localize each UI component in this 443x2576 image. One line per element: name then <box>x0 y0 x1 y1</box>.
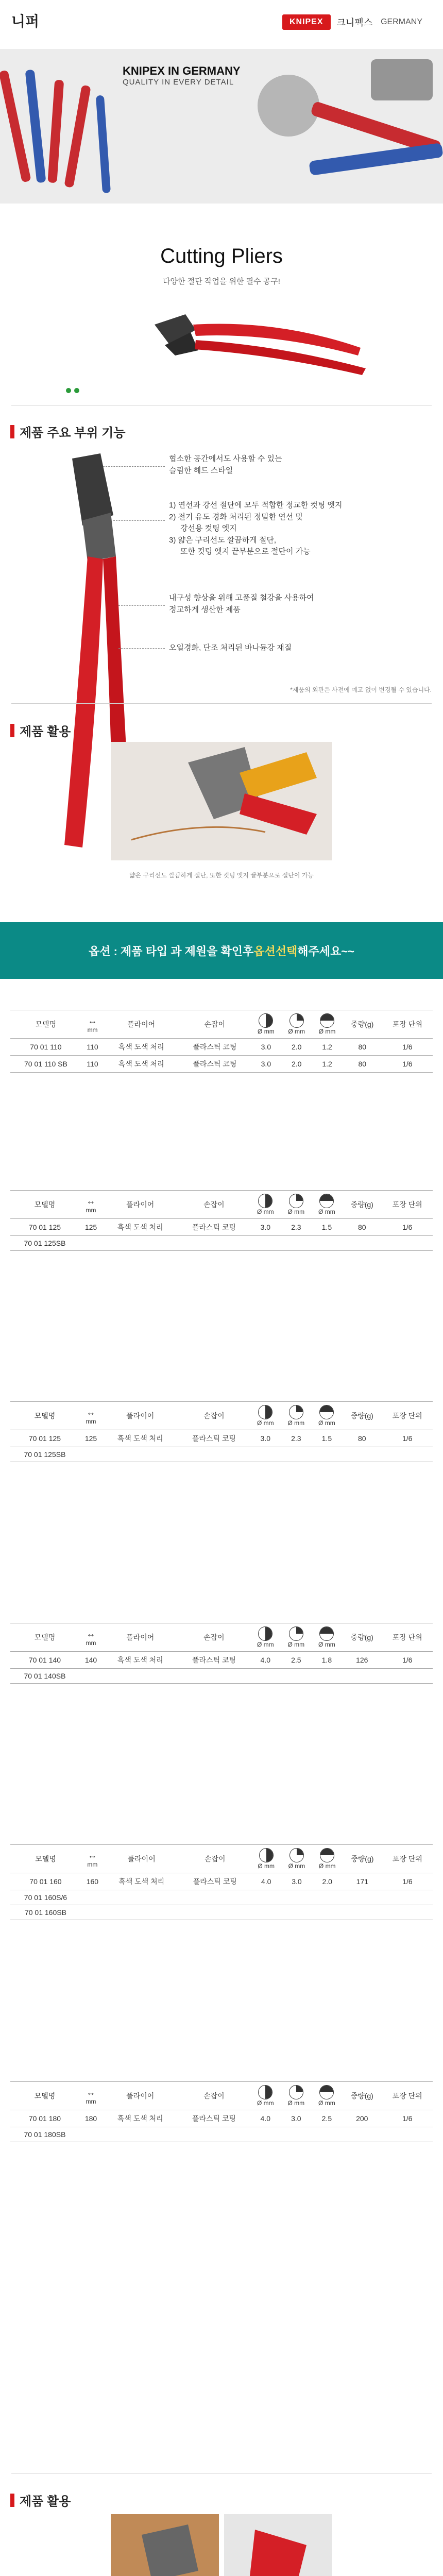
table-row <box>10 2110 433 2127</box>
cell-d1: 4.0 <box>250 1652 281 1669</box>
cell-weight <box>343 1890 382 1905</box>
hero-banner <box>0 49 443 204</box>
pointer-line <box>118 648 165 649</box>
header-pack: 포장 단위 <box>382 1845 433 1873</box>
cell-model: 70 01 160 <box>10 1873 81 1890</box>
cell-length: 160 <box>81 1873 104 1890</box>
spec-table <box>10 1401 433 1462</box>
cell-length: 125 <box>79 1430 103 1447</box>
header-d2: Ø mm <box>281 1845 312 1873</box>
cell-handle <box>178 2127 250 2142</box>
soft-wire-icon <box>259 1013 273 1028</box>
cell-pack <box>382 2127 433 2142</box>
options-suffix: 해주세요~~ <box>297 944 354 958</box>
cell-length <box>81 1905 104 1920</box>
header-plier: 플라이어 <box>103 1623 178 1652</box>
table-row <box>10 2127 433 2142</box>
cell-d2 <box>281 1669 312 1684</box>
product-image <box>62 289 371 381</box>
cell-pack <box>382 1669 433 1684</box>
cell-d1 <box>250 1669 281 1684</box>
header-d2: Ø mm <box>281 1191 312 1219</box>
medium-wire-icon <box>289 1013 304 1028</box>
usage2-heading-label: 제품 활용 <box>20 2495 71 2509</box>
table-row <box>10 1873 433 1890</box>
table-row <box>10 1890 433 1905</box>
page-header <box>0 0 443 49</box>
heading-bar <box>10 2494 14 2507</box>
cell-plier: 흑색 도색 처리 <box>103 1430 178 1447</box>
usage2-heading <box>10 2491 71 2509</box>
cell-d3: 1.5 <box>312 1219 343 1236</box>
cell-d3: 1.5 <box>312 1430 343 1447</box>
cell-d1 <box>250 1236 281 1251</box>
length-arrow-icon: ↔ <box>86 1628 96 1639</box>
cell-weight: 80 <box>342 1430 382 1447</box>
cell-plier: 흑색 도색 처리 <box>103 1652 178 1669</box>
cell-plier: 흑색 도색 처리 <box>103 1219 178 1236</box>
cell-plier <box>104 1905 179 1920</box>
cell-d1 <box>250 2127 281 2142</box>
length-arrow-icon: ↔ <box>88 1850 97 1860</box>
header-d1: Ø mm <box>251 1845 281 1873</box>
table-row <box>10 1219 433 1236</box>
header-weight: 중량(g) <box>343 1010 382 1039</box>
heading-bar <box>10 425 14 438</box>
heading-bar <box>10 724 14 737</box>
table-row <box>10 1430 433 1447</box>
cell-model: 70 01 125SB <box>10 1447 79 1462</box>
feature-2: 1) 연선과 강선 절단에 모두 적합한 정교한 컷팅 엣지 2) 전기 유도 경화 처리된 정밀한 연선 및 강선용 컷팅 엣지 3) 얇은 구리선도 깔끔하게 절단, 또한 컷팅 엣지 끝부분으로 절단이 가능 <box>169 501 343 556</box>
features-heading <box>10 422 125 440</box>
cell-plier: 흑색 도색 처리 <box>103 2110 178 2127</box>
header-d1: Ø mm <box>251 1010 281 1039</box>
table-row <box>10 1039 433 1056</box>
header-length: ↔ mm <box>79 1402 103 1430</box>
options-banner <box>0 922 443 979</box>
cell-model: 70 01 110 <box>10 1039 81 1056</box>
table-row <box>10 1056 433 1073</box>
header-plier: 플라이어 <box>103 1402 178 1430</box>
header-length: ↔ mm <box>81 1010 104 1039</box>
spec-table <box>10 1190 433 1251</box>
cell-handle: 플라스틱 코팅 <box>178 2110 250 2127</box>
cell-d2 <box>281 2127 312 2142</box>
soft-wire-icon <box>258 1405 272 1419</box>
medium-wire-icon <box>289 2085 303 2099</box>
cell-d2 <box>281 1447 312 1462</box>
cell-length: 110 <box>81 1039 104 1056</box>
usage-photo <box>111 742 332 860</box>
cell-pack <box>382 1236 433 1251</box>
cell-d2: 2.3 <box>281 1219 312 1236</box>
header-model: 모델명 <box>10 2082 79 2110</box>
cell-d3 <box>312 1447 343 1462</box>
soft-wire-icon <box>259 1848 274 1862</box>
cell-handle <box>178 1447 250 1462</box>
header-d1: Ø mm <box>250 1623 281 1652</box>
cell-handle: 플라스틱 코팅 <box>179 1056 251 1073</box>
header-d3: Ø mm <box>312 2082 343 2110</box>
cell-weight <box>342 2127 382 2142</box>
cell-handle: 플라스틱 코팅 <box>179 1873 251 1890</box>
product-title: Cutting Pliers <box>160 245 283 267</box>
cell-weight: 171 <box>343 1873 382 1890</box>
header-weight: 중량(g) <box>343 1845 382 1873</box>
header-plier: 플라이어 <box>103 2082 178 2110</box>
cell-d2: 3.0 <box>281 2110 312 2127</box>
cell-plier <box>103 1669 178 1684</box>
cell-model: 70 01 110 SB <box>10 1056 81 1073</box>
cell-d3 <box>312 1669 343 1684</box>
cell-d1 <box>251 1890 281 1905</box>
cell-d3: 1.2 <box>312 1039 342 1056</box>
spec-table <box>10 2081 433 2142</box>
medium-wire-icon <box>289 1848 304 1862</box>
hard-wire-icon <box>320 1013 334 1028</box>
header-length: ↔ mm <box>79 1191 103 1219</box>
cell-weight: 200 <box>342 2110 382 2127</box>
soft-wire-icon <box>258 1626 272 1641</box>
header-d2: Ø mm <box>281 1623 312 1652</box>
cell-length: 125 <box>79 1219 103 1236</box>
header-handle: 손잡이 <box>179 1010 251 1039</box>
brand <box>282 14 422 30</box>
header-d3: Ø mm <box>312 1402 343 1430</box>
hard-wire-icon <box>320 1848 334 1862</box>
cell-model: 70 01 180 <box>10 2110 79 2127</box>
product-subtitle: 다양한 절단 작업을 위한 필수 공구! <box>163 277 280 286</box>
cell-d3: 2.0 <box>312 1873 343 1890</box>
cell-length <box>81 1890 104 1905</box>
cell-handle: 플라스틱 코팅 <box>179 1039 251 1056</box>
header-plier: 플라이어 <box>104 1010 179 1039</box>
cell-handle: 플라스틱 코팅 <box>178 1652 250 1669</box>
spec-table <box>10 1844 433 1920</box>
usage2-photos <box>111 2514 332 2576</box>
table-row <box>10 1669 433 1684</box>
cell-d2: 3.0 <box>281 1873 312 1890</box>
usage-heading-label: 제품 활용 <box>20 725 71 739</box>
cell-d1 <box>251 1905 281 1920</box>
cell-pack <box>382 1890 433 1905</box>
brand-korean: 크니펙스 <box>336 18 373 28</box>
header-plier: 플라이어 <box>103 1191 178 1219</box>
cell-plier: 흑색 도색 처리 <box>104 1056 179 1073</box>
cell-weight <box>342 1236 382 1251</box>
header-model: 모델명 <box>10 1623 79 1652</box>
cell-d3 <box>312 2127 343 2142</box>
cell-model: 70 01 140 <box>10 1652 79 1669</box>
usage-heading <box>10 721 71 739</box>
cell-d2 <box>281 1236 312 1251</box>
medium-wire-icon <box>289 1626 303 1641</box>
cell-length: 110 <box>81 1056 104 1073</box>
header-weight: 중량(g) <box>342 1402 382 1430</box>
cell-pack: 1/6 <box>382 1056 433 1073</box>
cell-d1: 3.0 <box>251 1056 281 1073</box>
header-pack: 포장 단위 <box>382 1623 433 1652</box>
header-weight: 중량(g) <box>342 1191 382 1219</box>
hard-wire-icon <box>319 1626 334 1641</box>
cell-weight: 80 <box>342 1219 382 1236</box>
cell-pack <box>382 1447 433 1462</box>
header-handle: 손잡이 <box>179 1845 251 1873</box>
cell-plier: 흑색 도색 처리 <box>104 1039 179 1056</box>
cell-pack: 1/6 <box>382 1430 433 1447</box>
header-plier: 플라이어 <box>104 1845 179 1873</box>
cell-handle <box>178 1236 250 1251</box>
cell-handle <box>178 1669 250 1684</box>
header-handle: 손잡이 <box>178 2082 250 2110</box>
table-row <box>10 1905 433 1920</box>
cell-d2 <box>281 1890 312 1905</box>
cell-d1 <box>250 1447 281 1462</box>
cell-pack: 1/6 <box>382 1873 433 1890</box>
feature-3: 내구성 향상을 위해 고품질 철강을 사용하여 정교하게 생산한 제품 <box>169 594 314 614</box>
header-pack: 포장 단위 <box>382 1191 433 1219</box>
cell-weight <box>342 1669 382 1684</box>
header-d1: Ø mm <box>250 2082 281 2110</box>
cell-model: 70 01 125SB <box>10 1236 79 1251</box>
header-handle: 손잡이 <box>178 1623 250 1652</box>
cell-d2: 2.3 <box>281 1430 312 1447</box>
header-model: 모델명 <box>10 1010 81 1039</box>
header-d3: Ø mm <box>312 1623 343 1652</box>
cell-d1: 3.0 <box>251 1039 281 1056</box>
cell-d1: 3.0 <box>250 1430 281 1447</box>
hard-wire-icon <box>319 1405 334 1419</box>
cell-weight <box>343 1905 382 1920</box>
cell-pack <box>382 1905 433 1920</box>
cell-length: 180 <box>79 2110 103 2127</box>
medium-wire-icon <box>289 1194 303 1208</box>
table-row <box>10 1236 433 1251</box>
cell-length <box>79 2127 103 2142</box>
cell-length <box>79 1447 103 1462</box>
usage-caption: 얇은 구리선도 깔끔하게 절단, 또한 컷팅 엣지 끝부분으로 절단이 가능 <box>129 872 314 879</box>
cell-d1: 3.0 <box>250 1219 281 1236</box>
brand-country: GERMANY <box>381 18 422 26</box>
cell-model: 70 01 180SB <box>10 2127 79 2142</box>
header-length: ↔ mm <box>79 1623 103 1652</box>
cell-weight: 80 <box>343 1056 382 1073</box>
section-divider <box>11 703 432 704</box>
header-handle: 손잡이 <box>178 1191 250 1219</box>
cell-d3 <box>312 1236 343 1251</box>
cell-plier <box>103 2127 178 2142</box>
soft-wire-icon <box>258 2085 272 2099</box>
cell-pack: 1/6 <box>382 2110 433 2127</box>
features-heading-label: 제품 주요 부위 기능 <box>20 426 126 440</box>
cell-d2: 2.0 <box>281 1056 312 1073</box>
spec-table <box>10 1623 433 1684</box>
options-highlight: 옵션선택 <box>253 944 298 958</box>
color-swatch <box>66 386 79 396</box>
cell-d3 <box>312 1890 343 1905</box>
cell-weight: 80 <box>343 1039 382 1056</box>
pointer-line <box>103 466 165 467</box>
cell-plier <box>103 1447 178 1462</box>
medium-wire-icon <box>289 1405 303 1419</box>
table-row <box>10 1652 433 1669</box>
cell-plier <box>103 1236 178 1251</box>
feature-1: 협소한 공간에서도 사용할 수 있는 슬림한 헤드 스타일 <box>169 454 282 475</box>
header-d3: Ø mm <box>312 1845 343 1873</box>
cell-d2: 2.5 <box>281 1652 312 1669</box>
cell-model: 70 01 160S/6 <box>10 1890 81 1905</box>
cell-d3 <box>312 1905 343 1920</box>
pointer-line <box>118 605 165 606</box>
header-d3: Ø mm <box>312 1010 342 1039</box>
table-row <box>10 1447 433 1462</box>
header-handle: 손잡이 <box>178 1402 250 1430</box>
header-d2: Ø mm <box>281 2082 312 2110</box>
cell-handle <box>179 1890 251 1905</box>
cell-plier <box>104 1890 179 1905</box>
cell-handle <box>179 1905 251 1920</box>
cell-d3: 2.5 <box>312 2110 343 2127</box>
header-d2: Ø mm <box>281 1010 312 1039</box>
cell-length <box>79 1236 103 1251</box>
cell-model: 70 01 125 <box>10 1219 79 1236</box>
spec-table <box>10 1010 433 1073</box>
header-d3: Ø mm <box>312 1191 343 1219</box>
page-title: 니퍼 <box>11 13 40 29</box>
hero-headline: KNIPEX IN GERMANY <box>123 64 241 77</box>
hard-wire-icon <box>319 1194 334 1208</box>
cell-model: 70 01 160SB <box>10 1905 81 1920</box>
cell-model: 70 01 140SB <box>10 1669 79 1684</box>
length-arrow-icon: ↔ <box>88 1015 97 1026</box>
cell-model: 70 01 125 <box>10 1430 79 1447</box>
header-length: ↔ mm <box>81 1845 104 1873</box>
cell-handle: 플라스틱 코팅 <box>178 1430 250 1447</box>
cell-d1: 4.0 <box>250 2110 281 2127</box>
header-d1: Ø mm <box>250 1402 281 1430</box>
cell-pack: 1/6 <box>382 1039 433 1056</box>
cell-d3: 1.8 <box>312 1652 343 1669</box>
cell-d2: 2.0 <box>281 1039 312 1056</box>
length-arrow-icon: ↔ <box>86 1406 96 1417</box>
header-length: ↔ mm <box>79 2082 103 2110</box>
header-pack: 포장 단위 <box>382 1402 433 1430</box>
header-model: 모델명 <box>10 1191 79 1219</box>
length-arrow-icon: ↔ <box>86 2087 96 2097</box>
header-model: 모델명 <box>10 1845 81 1873</box>
options-prefix: 옵션 : 제품 타입 과 제원을 확인후 <box>88 944 254 958</box>
disclaimer-note: *제품의 외관은 사전에 예고 없이 변경될 수 있습니다. <box>290 686 432 693</box>
cell-plier: 흑색 도색 처리 <box>104 1873 179 1890</box>
cell-d2 <box>281 1905 312 1920</box>
cell-handle: 플라스틱 코팅 <box>178 1219 250 1236</box>
cell-d1: 4.0 <box>251 1873 281 1890</box>
hero-tagline: QUALITY IN EVERY DETAIL <box>123 78 234 87</box>
cell-pack: 1/6 <box>382 1219 433 1236</box>
header-weight: 중량(g) <box>342 1623 382 1652</box>
cell-weight <box>342 1447 382 1462</box>
cell-pack: 1/6 <box>382 1652 433 1669</box>
feature-4: 오일경화, 단조 처리된 바나듐강 재질 <box>169 643 292 652</box>
cell-length: 140 <box>79 1652 103 1669</box>
cell-length <box>79 1669 103 1684</box>
length-arrow-icon: ↔ <box>86 1195 96 1206</box>
hard-wire-icon <box>319 2085 334 2099</box>
header-weight: 중량(g) <box>342 2082 382 2110</box>
header-model: 모델명 <box>10 1402 79 1430</box>
knipex-logo: KNIPEX <box>282 14 331 30</box>
header-pack: 포장 단위 <box>382 1010 433 1039</box>
header-d1: Ø mm <box>250 1191 281 1219</box>
cell-d3: 1.2 <box>312 1056 342 1073</box>
header-pack: 포장 단위 <box>382 2082 433 2110</box>
soft-wire-icon <box>258 1194 272 1208</box>
hero-text <box>123 64 241 87</box>
cell-weight: 126 <box>342 1652 382 1669</box>
header-d2: Ø mm <box>281 1402 312 1430</box>
pointer-line <box>113 520 165 521</box>
